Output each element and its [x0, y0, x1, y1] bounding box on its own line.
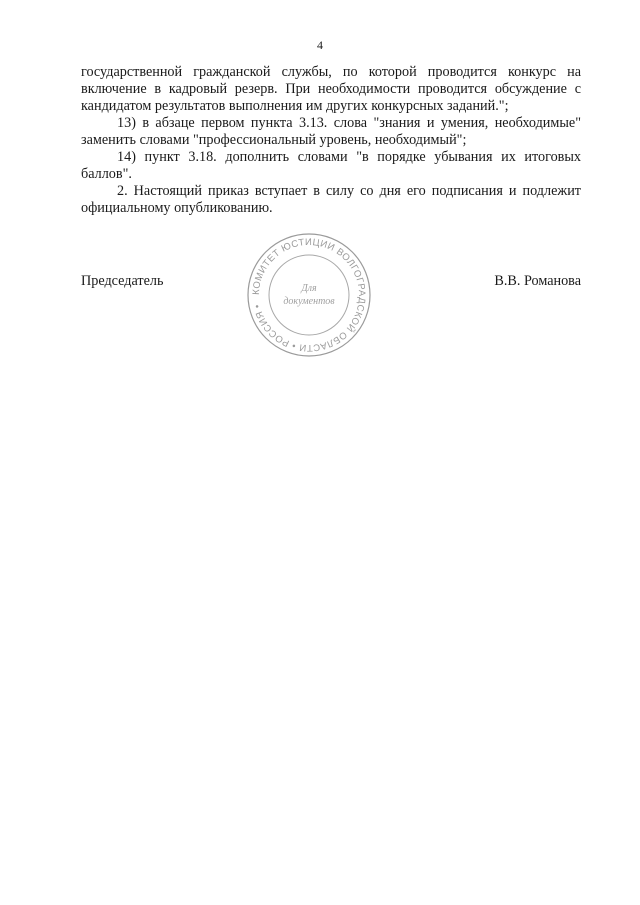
seal-inner-ring: [269, 255, 349, 335]
seal-graphic: [244, 230, 374, 360]
list-item-14: 14) пункт 3.18. дополнить словами "в порядке убывания их итоговых баллов".: [81, 149, 581, 182]
seal-ring-textpath: КОМИТЕТ ЮСТИЦИИ ВОЛГОГРАДСКОЙ ОБЛАСТИ • РОССИЯ •: [250, 236, 368, 354]
paragraph-continuation: государственной гражданской службы, по которой проводится конкурс на включение в кадровый резерв. При необходимости проводится обсуждение с кандидатом результатов выполнения им других конкурсных заданий.";: [81, 64, 581, 114]
seal-inner-line-1: Для: [301, 283, 317, 294]
document-body: [81, 64, 581, 217]
signatory-title: Председатель: [81, 273, 164, 289]
seal-outer-ring: [248, 234, 370, 356]
list-item-13: 13) в абзаце первом пункта 3.13. слова "знания и умения, необходимые" заменить словами "профессиональный уровень, необходимый";: [81, 115, 581, 148]
official-seal-stamp: [244, 230, 374, 360]
seal-ring-text: [251, 237, 367, 353]
paragraph-item-2: 2. Настоящий приказ вступает в силу со дня его подписания и подлежит официальному опубликованию.: [81, 183, 581, 216]
page-number: 4: [317, 38, 323, 52]
seal-inner-line-2: документов: [283, 296, 335, 307]
signatory-name: В.В. Романова: [494, 273, 581, 289]
